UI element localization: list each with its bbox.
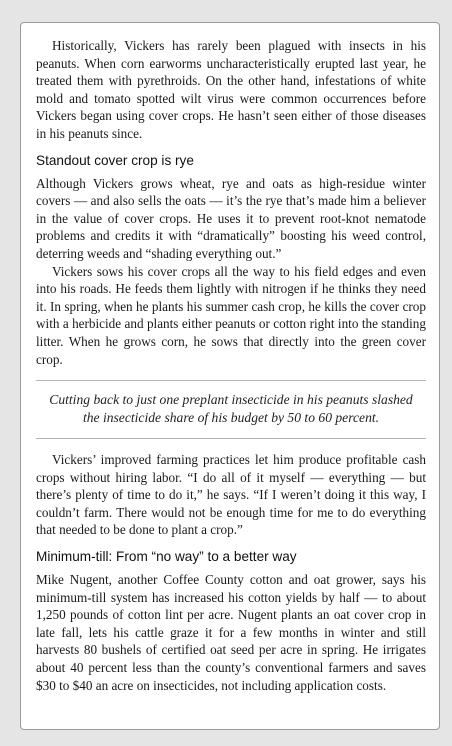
article-card [20,22,440,730]
pull-quote: Cutting back to just one preplant insecticide in his peanuts slashed the insecticide share of his budget by 50 to 60 percent. [36,380,426,439]
paragraph-nugent: Mike Nugent, another Coffee County cotton and oat grower, says his minimum-till system has increased his cotton yields by half — to about 1,250 pounds of cotton lint per acre. Nugent plants an oat cover crop in late fall, lets his cattle graze it for a few months in winter and still harvests 80 bushels of certified oat seed per acre in spring. He irrigates about 40 percent less than the county’s conventional farmers and saves $30 to $40 an acre on insecticides, not including application costs. [36,572,426,693]
paragraph-rye-covers: Although Vickers grows wheat, rye and oats as high-residue winter covers — and also sells the oats — it’s the rye that’s made him a believer in the value of cover crops. He uses it to prevent root-knot nematode problems and credits it with “dramatically” boosting his weed control, deterring weeds and “shading everything out.” [36,175,426,261]
paragraph-labor: Vickers’ improved farming practices let him produce profitable cash crops without hiring labor. “I do all of it myself — everything — but there’s plenty of time to do it,” he says. “If I weren’t doing it this way, I couldn’t farm. There would not be enough time for me to do everything that needed to be done to plant a crop.” [36,452,426,538]
section-heading-rye: Standout cover crop is rye [36,152,194,168]
paragraph-history: Historically, Vickers has rarely been plagued with insects in his peanuts. When corn earworms uncharacteristically erupted last year, he treated them with pyrethroids. On the other hand, infestations of white mold and tomato spotted wilt virus were common occurrences before Vickers began using cover crops. He hasn’t seen either of those diseases in his peanuts since. [36,38,426,141]
paragraph-sowing: Vickers sows his cover crops all the way to his field edges and even into his roads. He feeds them lightly with nitrogen if he thinks they need it. In spring, when he plants his summer cash crop, he kills the cover crop with a herbicide and plants either peanuts or cotton right into the standing litter. When he grows corn, he sows that directly into the green cover crop. [36,263,426,367]
section-heading-minimum-till: Minimum-till: From “no way” to a better way [36,549,297,565]
